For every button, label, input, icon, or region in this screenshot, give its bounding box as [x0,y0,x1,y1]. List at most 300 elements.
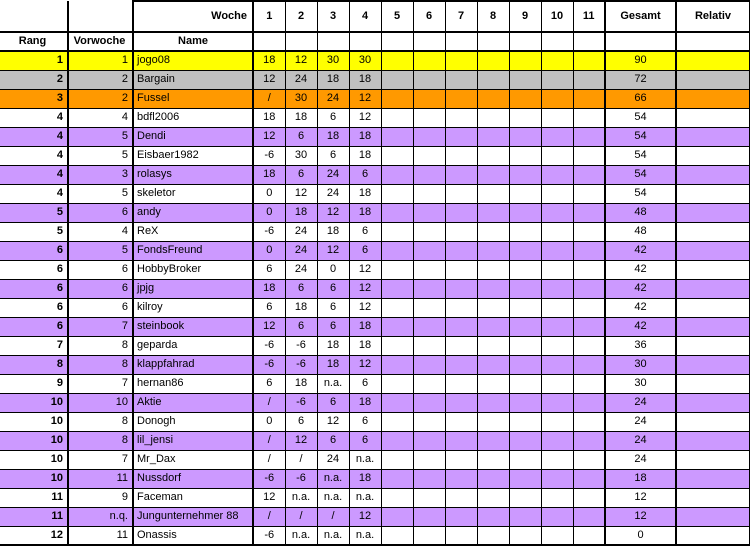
week-cell [477,184,509,203]
week-cell [381,507,413,526]
week-cell [509,298,541,317]
relativ-cell [676,317,750,336]
week-cell: 18 [349,70,381,89]
table-row [0,203,750,222]
week-cell: 6 [285,165,317,184]
relativ-cell [676,260,750,279]
week-cell: 12 [349,355,381,374]
week-cell [477,393,509,412]
week-cell [413,89,445,108]
week-cell: 12 [349,507,381,526]
week-cell [509,412,541,431]
relativ-cell [676,127,750,146]
week-cell [445,203,477,222]
week-header: 7 [445,1,477,32]
relativ-cell [676,108,750,127]
week-cell: 6 [317,108,349,127]
week-cell [477,222,509,241]
week-cell: 18 [349,127,381,146]
gesamt-cell: 66 [605,89,676,108]
table-row [0,279,750,298]
gesamt-cell: 42 [605,241,676,260]
week-cell [573,431,605,450]
week-cell [413,469,445,488]
week-cell: 12 [349,260,381,279]
name-cell: Donogh [133,412,253,431]
vorwoche-cell: 7 [68,450,133,469]
week-cell: 18 [317,70,349,89]
vorwoche-cell: 6 [68,260,133,279]
table-row [0,374,750,393]
rang-cell: 4 [0,127,68,146]
week-cell [541,51,573,70]
gesamt-cell: 54 [605,146,676,165]
week-cell [413,279,445,298]
week-cell [477,507,509,526]
week-header: 11 [573,1,605,32]
week-cell: 12 [253,488,285,507]
week-cell: n.a. [317,374,349,393]
relativ-cell [676,374,750,393]
week-cell: 24 [285,222,317,241]
week-cell: 6 [349,165,381,184]
week-cell: n.a. [285,526,317,545]
week-cell [445,241,477,260]
week-cell [413,412,445,431]
week-cell [445,317,477,336]
vorwoche-header: Vorwoche [68,32,133,51]
name-cell: geparda [133,336,253,355]
week-cell [477,355,509,374]
week-cell [413,127,445,146]
name-cell: Bargain [133,70,253,89]
vorwoche-cell: 4 [68,222,133,241]
vorwoche-cell: 8 [68,412,133,431]
week-cell: 18 [317,336,349,355]
week-cell: -6 [285,355,317,374]
week-cell [509,393,541,412]
woche-header: Woche [133,1,253,32]
week-cell [541,526,573,545]
gesamt-cell: 72 [605,70,676,89]
week-cell: 0 [253,203,285,222]
week-cell [445,108,477,127]
week-cell [381,412,413,431]
week-cell [541,89,573,108]
week-cell: 6 [349,431,381,450]
week-cell [477,260,509,279]
week-cell [445,70,477,89]
gesamt-cell: 48 [605,222,676,241]
week-cell: 24 [285,70,317,89]
week-cell [541,355,573,374]
vorwoche-cell: 5 [68,241,133,260]
week-cell: 0 [253,412,285,431]
week-cell [445,89,477,108]
table-row [0,431,750,450]
rang-cell: 4 [0,146,68,165]
gesamt-cell: 42 [605,279,676,298]
vorwoche-cell: 8 [68,336,133,355]
relativ-cell [676,355,750,374]
table-body [0,51,750,545]
vorwoche-cell: 7 [68,317,133,336]
relativ-cell [676,146,750,165]
vorwoche-cell: 1 [68,51,133,70]
gesamt-cell: 54 [605,184,676,203]
week-cell: / [285,450,317,469]
week-cell: -6 [285,336,317,355]
week-cell [509,279,541,298]
week-cell [573,260,605,279]
week-cell [445,146,477,165]
week-cell [445,127,477,146]
week-cell: 18 [349,146,381,165]
week-cell [413,317,445,336]
rang-cell: 10 [0,431,68,450]
vorwoche-cell: 3 [68,165,133,184]
week-cell: -6 [253,526,285,545]
gesamt-cell: 30 [605,374,676,393]
week-header: 9 [509,1,541,32]
week-subheader-cell [349,32,381,51]
week-cell [445,469,477,488]
week-cell [573,146,605,165]
week-cell [541,298,573,317]
week-header: 6 [413,1,445,32]
name-cell: hernan86 [133,374,253,393]
week-subheader-cell [253,32,285,51]
rang-cell: 10 [0,412,68,431]
week-cell [381,450,413,469]
week-cell [509,51,541,70]
week-cell: 6 [349,241,381,260]
week-cell [509,70,541,89]
week-cell: 12 [349,108,381,127]
week-cell [509,241,541,260]
week-cell: 18 [349,317,381,336]
week-cell: -6 [253,355,285,374]
week-cell [541,222,573,241]
week-cell [477,127,509,146]
week-cell: n.a. [285,488,317,507]
rang-cell: 8 [0,355,68,374]
name-cell: kilroy [133,298,253,317]
week-cell: 6 [349,374,381,393]
rang-cell: 4 [0,184,68,203]
week-cell [445,279,477,298]
week-header: 2 [285,1,317,32]
week-subheader-cell [541,32,573,51]
name-cell: bdfl2006 [133,108,253,127]
week-subheader-cell [445,32,477,51]
week-cell: / [317,507,349,526]
week-cell [413,526,445,545]
table-row [0,469,750,488]
week-cell [381,279,413,298]
week-cell [381,526,413,545]
week-cell [573,412,605,431]
name-cell: klappfahrad [133,355,253,374]
week-cell: 0 [317,260,349,279]
week-cell: 12 [253,70,285,89]
week-cell [573,488,605,507]
table-row [0,526,750,545]
week-subheader-cell [381,32,413,51]
week-cell [381,222,413,241]
vorwoche-cell: 11 [68,526,133,545]
week-cell [413,374,445,393]
week-cell [541,70,573,89]
week-cell [541,336,573,355]
week-cell [541,165,573,184]
week-cell: 6 [349,222,381,241]
vorwoche-cell: 8 [68,355,133,374]
week-cell [413,222,445,241]
week-cell [477,108,509,127]
week-cell: 12 [285,184,317,203]
week-cell [541,469,573,488]
vorwoche-cell: 8 [68,431,133,450]
week-cell: 18 [349,469,381,488]
week-cell: / [253,89,285,108]
name-cell: lil_jensi [133,431,253,450]
week-cell [413,488,445,507]
week-cell [445,165,477,184]
week-cell: 18 [317,222,349,241]
rang-cell: 1 [0,51,68,70]
week-cell [509,165,541,184]
week-cell [509,317,541,336]
week-cell: 18 [349,336,381,355]
week-cell: 12 [317,412,349,431]
corner-cell-vorwoche [68,1,133,32]
week-cell [541,374,573,393]
week-cell [445,526,477,545]
week-cell: 12 [349,89,381,108]
week-cell [477,241,509,260]
week-cell: 18 [285,203,317,222]
week-cell [509,127,541,146]
week-cell [381,89,413,108]
week-cell [413,165,445,184]
vorwoche-cell: n.q. [68,507,133,526]
week-cell [509,507,541,526]
table-row [0,298,750,317]
week-cell: 18 [317,127,349,146]
table-row [0,450,750,469]
relativ-cell [676,203,750,222]
week-cell [509,469,541,488]
week-cell: 18 [349,184,381,203]
table-row [0,222,750,241]
week-cell [445,222,477,241]
week-cell [413,146,445,165]
vorwoche-cell: 11 [68,469,133,488]
name-cell: Mr_Dax [133,450,253,469]
week-cell [477,89,509,108]
week-cell [573,507,605,526]
name-cell: Faceman [133,488,253,507]
gesamt-cell: 24 [605,450,676,469]
name-header: Name [133,32,253,51]
week-cell: 6 [285,279,317,298]
week-cell [573,298,605,317]
week-cell [573,374,605,393]
week-cell: 30 [349,51,381,70]
week-cell [381,127,413,146]
week-header: 10 [541,1,573,32]
week-cell [413,70,445,89]
week-cell [445,450,477,469]
rang-header: Rang [0,32,68,51]
week-cell: -6 [285,393,317,412]
week-cell: / [253,507,285,526]
week-cell [541,279,573,298]
header-row-labels [0,32,750,51]
relativ-cell [676,393,750,412]
week-cell: 6 [317,317,349,336]
week-cell: 6 [285,412,317,431]
week-cell [573,526,605,545]
week-subheader-cell [317,32,349,51]
name-cell: FondsFreund [133,241,253,260]
week-cell [477,317,509,336]
week-subheader-cell [509,32,541,51]
week-cell: / [253,431,285,450]
week-cell [509,89,541,108]
week-cell [381,70,413,89]
week-cell [573,241,605,260]
week-cell [541,260,573,279]
week-cell [541,241,573,260]
week-cell [573,317,605,336]
week-cell [541,393,573,412]
rang-cell: 11 [0,488,68,507]
name-cell: skeletor [133,184,253,203]
week-cell [541,108,573,127]
week-cell [477,51,509,70]
week-cell: 12 [317,241,349,260]
week-cell [541,184,573,203]
week-cell [413,450,445,469]
table-row [0,184,750,203]
week-cell: 18 [317,355,349,374]
table-row [0,317,750,336]
week-cell [573,355,605,374]
relativ-header: Relativ [676,1,750,32]
week-cell [381,336,413,355]
week-cell: -6 [285,469,317,488]
week-cell [509,146,541,165]
week-cell [413,51,445,70]
table-row [0,89,750,108]
rang-cell: 11 [0,507,68,526]
week-cell [413,108,445,127]
week-cell: n.a. [349,488,381,507]
week-cell [573,336,605,355]
week-cell [477,165,509,184]
week-cell [573,222,605,241]
gesamt-cell: 48 [605,203,676,222]
relativ-cell [676,488,750,507]
week-cell [381,355,413,374]
gesamt-cell: 54 [605,108,676,127]
week-cell [381,298,413,317]
week-cell: / [285,507,317,526]
week-cell: -6 [253,469,285,488]
relativ-cell [676,431,750,450]
week-cell: 6 [317,298,349,317]
week-cell: n.a. [349,450,381,469]
rang-cell: 6 [0,260,68,279]
week-cell: 24 [285,260,317,279]
week-cell: / [253,393,285,412]
name-cell: jogo08 [133,51,253,70]
week-cell [381,374,413,393]
week-cell [477,469,509,488]
week-cell [509,108,541,127]
week-cell: n.a. [349,526,381,545]
week-cell: 6 [253,298,285,317]
week-cell [509,222,541,241]
rang-cell: 6 [0,298,68,317]
week-cell: 24 [317,89,349,108]
week-cell [413,298,445,317]
rang-cell: 7 [0,336,68,355]
week-cell [445,507,477,526]
relativ-cell [676,184,750,203]
gesamt-cell: 24 [605,431,676,450]
vorwoche-cell: 4 [68,108,133,127]
week-header: 8 [477,1,509,32]
week-cell: 24 [317,184,349,203]
week-cell [381,51,413,70]
week-cell: n.a. [317,488,349,507]
week-cell [445,336,477,355]
week-cell: 18 [349,203,381,222]
week-cell [413,431,445,450]
table-row [0,412,750,431]
week-cell [381,241,413,260]
week-cell: 6 [253,374,285,393]
week-cell [573,203,605,222]
week-cell: 24 [285,241,317,260]
week-cell: 12 [253,317,285,336]
gesamt-cell: 90 [605,51,676,70]
rang-cell: 5 [0,222,68,241]
gesamt-cell: 54 [605,165,676,184]
name-cell: Fussel [133,89,253,108]
week-cell [509,184,541,203]
week-cell [541,127,573,146]
week-cell [509,374,541,393]
week-cell [509,431,541,450]
week-cell [381,165,413,184]
week-cell [413,336,445,355]
rang-cell: 6 [0,241,68,260]
gesamt-subheader-cell [605,32,676,51]
week-cell: 30 [285,89,317,108]
week-cell: 18 [285,374,317,393]
week-cell [477,203,509,222]
rang-cell: 10 [0,450,68,469]
week-cell: 6 [317,393,349,412]
week-cell [445,374,477,393]
table-row [0,51,750,70]
week-cell [541,412,573,431]
name-cell: andy [133,203,253,222]
